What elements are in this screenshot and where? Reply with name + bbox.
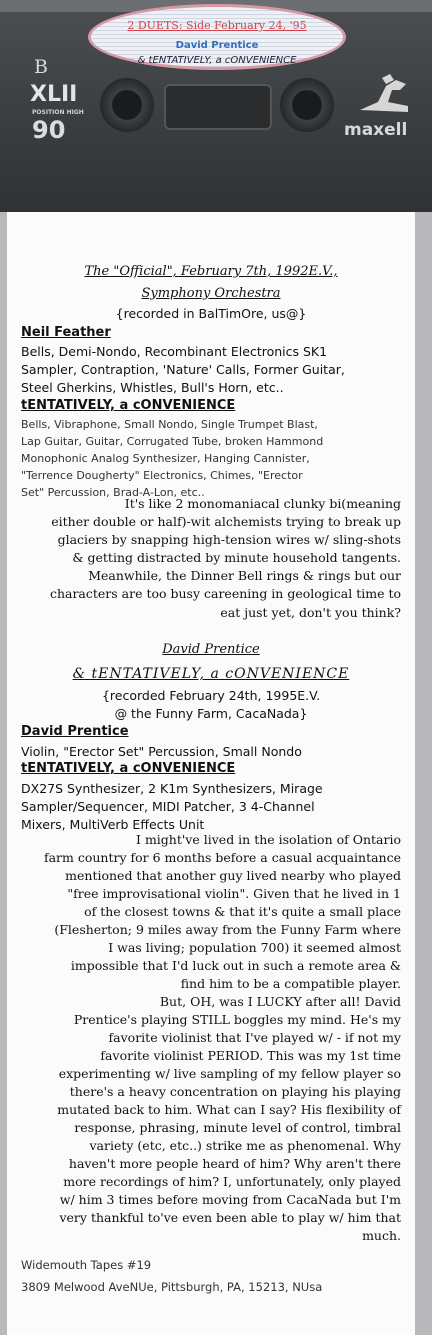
right-reel-hub <box>280 78 334 132</box>
section2-description-line: favorite violinist PERIOD. This was my 1st time <box>100 1048 401 1063</box>
section1-performer1-inst: Bells, Demi-Nondo, Recombinant Electronics SK1 <box>21 344 328 359</box>
section2-description-line: I might've lived in the isolation of Ontario <box>136 832 401 847</box>
liner-notes <box>7 212 415 1335</box>
section1-performer2-inst: Set" Percussion, Brad-A-Lon, etc.. <box>21 486 205 499</box>
section1-description-line: glaciers by snapping high-tension wires w/ sling-shots <box>57 532 401 547</box>
section1-description-line: eat just yet, don't you think? <box>220 605 401 620</box>
cassette-brand: maxell <box>344 120 408 140</box>
section2-performer2-inst: Mixers, MultiVerb Effects Unit <box>21 817 205 832</box>
section1-description-line: It's like 2 monomaniacal clunky bi(meaning <box>124 496 401 511</box>
section2-performer2-inst: DX27S Synthesizer, 2 K1m Synthesizers, Mirage <box>21 781 323 796</box>
cassette-label-line3: & tENTATIVELY, a cONVENIENCE <box>137 55 297 66</box>
cassette-position: POSITION HIGH <box>32 109 84 116</box>
section1-description-line: either double or half)-wit alchemists trying to break up <box>51 514 401 529</box>
section1-performer1-inst: Sampler, Contraption, 'Nature' Calls, Former Guitar, <box>21 362 345 377</box>
section1-recorded: {recorded in BalTimOre, us@} <box>115 306 307 321</box>
section2-description-line: w/ him 3 times before moving from CacaNada but I'm <box>59 1192 401 1207</box>
section2-description-line: "free improvisational violin". Given that he lived in 1 <box>67 886 401 901</box>
section2-description-line: response, phrasing, minute level of control, timbral <box>74 1120 401 1135</box>
section2-performer1-inst: Violin, "Erector Set" Percussion, Small Nondo <box>21 744 302 759</box>
footer-address: 3809 Melwood AveNUe, Pittsburgh, PA, 15213, NUsa <box>21 1280 323 1294</box>
section2-description-line: much. <box>362 1228 401 1243</box>
section1-performer2: tENTATIVELY, a cONVENIENCE <box>21 398 236 413</box>
maxell-logo-figure-icon <box>356 72 412 114</box>
section2-description-line: mentioned that another guy lived nearby who played <box>65 868 401 883</box>
footer-label: Widemouth Tapes #19 <box>21 1258 152 1272</box>
section1-performer2-inst: Bells, Vibraphone, Small Nondo, Single Trumpet Blast, <box>21 418 318 431</box>
section2-description-line: of the closest towns & that it's quite a small place <box>84 904 401 919</box>
cassette-model: XLII <box>30 82 78 107</box>
section2-description-line: farm country for 6 months before a casual acquaintance <box>43 850 401 865</box>
cassette-side: B <box>34 56 48 78</box>
section1-performer2-inst: "Terrence Dougherty" Electronics, Chimes, "Erector <box>21 469 303 482</box>
section1-performer1: Neil Feather <box>21 325 111 340</box>
cassette-length: 90 <box>32 116 66 144</box>
section1-title-line1: The "Official", February 7th, 1992E.V., <box>84 264 338 279</box>
section2-performer2: tENTATIVELY, a cONVENIENCE <box>21 761 236 776</box>
section1-performer1-inst: Steel Gherkins, Whistles, Bull's Horn, etc.. <box>21 380 284 395</box>
section2-description-line: variety (etc, etc..) strike me as phenomenal. Why <box>89 1138 401 1153</box>
section2-description-line: find him to be a compatible player. <box>180 976 401 991</box>
cassette-photo <box>0 0 432 212</box>
section1-performer2-inst: Monophonic Analog Synthesizer, Hanging Cannister, <box>21 452 310 465</box>
section2-description-line: favorite violinist that I've played w/ - if not my <box>108 1030 401 1045</box>
section2-description-line: Prentice's playing STILL boggles my mind. He's my <box>73 1012 401 1027</box>
section2-title-line2: & tENTATIVELY, a cONVENIENCE <box>72 666 350 682</box>
section2-description-line: But, OH, was I LUCKY after all! David <box>159 994 401 1009</box>
section1-description-line: & getting distracted by minute household tangents. <box>72 550 401 565</box>
section2-recorded-line2: @ the Funny Farm, CacaNada} <box>114 706 308 721</box>
section1-title-line2: Symphony Orchestra <box>141 286 281 301</box>
section2-description-line: I was living; population 700) it seemed almost <box>108 940 401 955</box>
section2-description-line: more recordings of him? I, unfortunately, only played <box>63 1174 401 1189</box>
section2-performer2-inst: Sampler/Sequencer, MIDI Patcher, 3 4-Channel <box>21 799 315 814</box>
section1-performer2-inst: Lap Guitar, Guitar, Corrugated Tube, broken Hammond <box>21 435 324 448</box>
section2-description-line: very thankful to've even been able to play w/ him that <box>59 1210 401 1225</box>
section1-description-line: Meanwhile, the Dinner Bell rings & rings but our <box>88 568 401 583</box>
left-reel-hub <box>100 78 154 132</box>
section2-title-line1: David Prentice <box>162 642 260 657</box>
section2-description-line: experimenting w/ live sampling of my fellow player so <box>58 1066 401 1081</box>
section1-description-line: characters are too busy careening in geological time to <box>49 586 401 601</box>
section2-recorded-line1: {recorded February 24th, 1995E.V. <box>101 688 321 703</box>
cassette-label-line1: 2 DUETS: Side February 24, '95 <box>127 19 307 32</box>
section2-performer1: David Prentice <box>21 724 129 739</box>
section2-description-line: haven't more people heard of him? Why aren't there <box>68 1156 401 1171</box>
section2-description-line: mutated back to him. What can I say? His flexibility of <box>57 1102 401 1117</box>
tape-window <box>164 84 272 130</box>
cassette-label <box>88 4 346 70</box>
section2-description-line: (Flesherton; 9 miles away from the Funny Farm where <box>54 922 401 937</box>
section2-description-line: impossible that I'd luck out in such a remote area & <box>70 958 401 973</box>
section2-description-line: there's a heavy concentration on playing his playing <box>69 1084 401 1099</box>
cassette-label-line2: David Prentice <box>175 40 259 51</box>
